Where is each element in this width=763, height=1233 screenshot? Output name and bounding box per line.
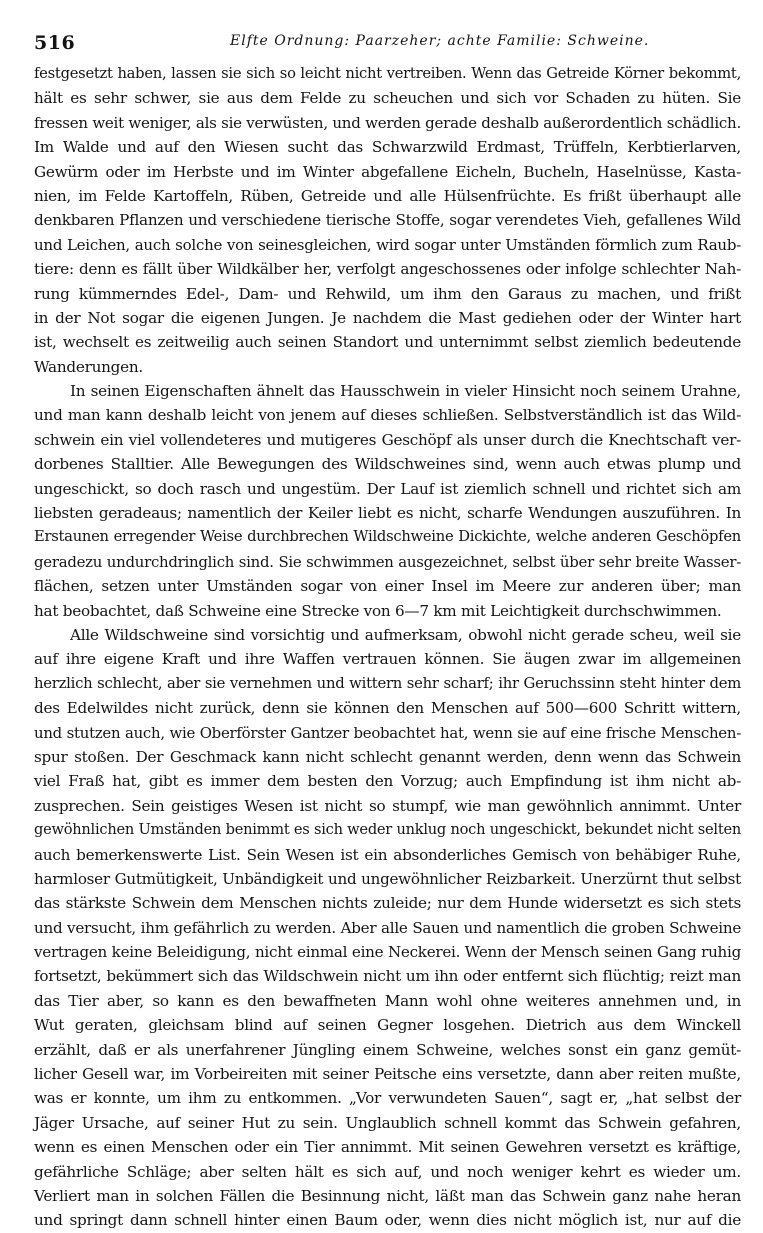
text-line: denkbaren Pflanzen und verschiedene tierische Stoffe, sogar verendetes Vieh, gefallenes Wild — [34, 211, 741, 230]
text-line: herzlich schlecht, aber sie vernehmen und wittern sehr scharf; ihr Geruchssinn steht hinter dem — [34, 674, 741, 692]
text-line: des Edelwildes nicht zurück, denn sie können den Menschen auf 500—600 Schritt wittern, — [34, 699, 741, 718]
text-line: in der Not sogar die eigenen Jungen. Je nachdem die Mast gediehen oder der Winter hart — [34, 308, 741, 327]
text-line: flächen, setzen unter Umständen sogar von einer Insel im Meere zur anderen über; man — [34, 577, 741, 596]
text-line: und springt dann schnell hinter einen Baum oder, wenn dies nicht möglich ist, nur auf die — [34, 1211, 741, 1230]
text-line: zusprechen. Sein geistiges Wesen ist nicht so stumpf, wie man gewöhnlich annimmt. Unter — [34, 796, 741, 815]
text-line: dorbenes Stalltier. Alle Bewegungen des Wildschweines sind, wenn auch etwas plump und — [34, 455, 741, 474]
text-line: erzählt, daß er als unerfahrener Jüngling einem Schweine, welches sonst ein ganz gemüt- — [34, 1040, 741, 1059]
text-line: wenn es einen Menschen oder ein Tier annimmt. Mit seinen Gewehren versetzt es kräftige, — [34, 1138, 741, 1157]
text-line: In seinen Eigenschaften ähnelt das Hausschwein in vieler Hinsicht noch seinem Urahne, — [70, 382, 741, 401]
text-line: das stärkste Schwein dem Menschen nichts zuleide; nur dem Hunde widersetzt es sich stets — [34, 894, 741, 913]
text-line: auch bemerkenswerte List. Sein Wesen ist ein absonderliches Gemisch von behäbiger Ruhe, — [34, 845, 741, 864]
text-line: spur stoßen. Der Geschmack kann nicht schlecht genannt werden, denn wenn das Schwein — [34, 747, 741, 766]
text-line: ungeschickt, so doch rasch und ungestüm. Der Lauf ist ziemlich schnell und richtet sich am — [34, 479, 741, 498]
text-line: und stutzen auch, wie Oberförster Gantzer beobachtet hat, wenn sie auf eine frische Menschen- — [34, 723, 741, 742]
text-line: viel Fraß hat, gibt es immer dem besten den Vorzug; auch Empfindung ist ihm nicht ab- — [34, 772, 741, 791]
text-line: Erstaunen erregender Weise durchbrechen Wildschweine Dickichte, welche anderen Geschöpfen — [34, 528, 741, 546]
text-line: fortsetzt, bekümmert sich das Wildschwein nicht um ihn oder entfernt sich flüchtig; reizt man — [34, 967, 741, 986]
paragraph — [34, 623, 741, 1233]
text-line: geradezu undurchdringlich sind. Sie schwimmen ausgezeichnet, selbst über sehr breite Wasser- — [34, 552, 741, 571]
text-line: hält es sehr schwer, sie aus dem Felde zu scheuchen und sich vor Schaden zu hüten. Sie — [34, 89, 741, 108]
page-number: 516 — [34, 32, 76, 54]
text-line: Wut geraten, gleichsam blind auf seinen Gegner losgehen. Dietrich aus dem Winckell — [34, 1016, 741, 1035]
text-line: Jäger Ursache, auf seiner Hut zu sein. Unglaublich schnell kommt das Schwein gefahren, — [34, 1113, 741, 1132]
text-line: Gewürm oder im Herbste und im Winter abgefallene Eicheln, Bucheln, Haselnüsse, Kasta- — [34, 162, 741, 181]
text-line: das Tier aber, so kann es den bewaffneten Mann wohl ohne weiteres annehmen und, in — [34, 991, 741, 1010]
text-line: und man kann deshalb leicht von jenem auf dieses schließen. Selbstverständlich ist das Wild- — [34, 406, 741, 425]
text-line: rung kümmerndes Edel-, Dam- und Rehwild, um ihm den Garaus zu machen, und frißt — [34, 284, 741, 303]
running-title: Elfte Ordnung: Paarzeher; achte Familie: Schweine. — [230, 33, 650, 49]
book-page — [34, 26, 741, 1230]
text-line: licher Gesell war, im Vorbeireiten mit seiner Peitsche eins versetzte, dann aber reiten mußte, — [34, 1065, 741, 1084]
running-header — [34, 26, 741, 54]
text-line: liebsten geradeaus; namentlich der Keiler liebt es nicht, scharfe Wendungen auszuführen. In — [34, 504, 741, 523]
paragraph — [34, 62, 741, 379]
text-line: nien, im Felde Kartoffeln, Rüben, Getreide und alle Hülsenfrüchte. Es frißt überhaupt alle — [34, 186, 741, 205]
text-line: Im Walde und auf den Wiesen sucht das Schwarzwild Erdmast, Trüffeln, Kerbtierlarven, — [34, 138, 741, 157]
text-line: und Leichen, auch solche von seinesgleichen, wird sogar unter Umständen förmlich zum Raub- — [34, 235, 741, 254]
body-text — [34, 62, 741, 1233]
text-line: festgesetzt haben, lassen sie sich so leicht nicht vertreiben. Wenn das Getreide Körner bekommt, — [34, 65, 741, 82]
text-line: Verliert man in solchen Fällen die Besinnung nicht, läßt man das Schwein ganz nahe heran — [34, 1186, 741, 1205]
text-line: tiere: denn es fällt über Wildkälber her, verfolgt angeschossenes oder infolge schlechter Nah- — [34, 260, 741, 279]
text-line: harmloser Gutmütigkeit, Unbändigkeit und ungewöhnlicher Reizbarkeit. Unerzürnt thut selbst — [34, 869, 741, 888]
text-line: was er konnte, um ihm zu entkommen. „Vor verwundeten Sauen“, sagt er, „hat selbst der — [34, 1089, 741, 1108]
text-line: gefährliche Schläge; aber selten hält es sich auf, und noch weniger kehrt es wieder um. — [34, 1162, 741, 1181]
text-line: auf ihre eigene Kraft und ihre Waffen vertrauen können. Sie äugen zwar im allgemeinen — [34, 650, 741, 669]
text-line: hat beobachtet, daß Schweine eine Strecke von 6—7 km mit Leichtigkeit durchschwimmen. — [34, 601, 722, 620]
text-line: vertragen keine Beleidigung, nicht einmal eine Neckerei. Wenn der Mensch seinen Gang ruhig — [34, 943, 741, 962]
text-line: und versucht, ihm gefährlich zu werden. Aber alle Sauen und namentlich die groben Schweine — [34, 918, 741, 937]
text-line: gewöhnlichen Umständen benimmt es sich weder unklug noch ungeschickt, bekundet nicht selten — [34, 821, 741, 839]
text-line: Alle Wildschweine sind vorsichtig und aufmerksam, obwohl nicht gerade scheu, weil sie — [70, 625, 741, 644]
text-line: ist, wechselt es zeitweilig auch seinen Standort und unternimmt selbst ziemlich bedeutende — [34, 333, 741, 352]
text-line: schwein ein viel vollendeteres und mutigeres Geschöpf als unser durch die Knechtschaft ver- — [34, 430, 741, 449]
paragraph — [34, 379, 741, 623]
text-line: Wanderungen. — [34, 357, 143, 376]
text-line: fressen weit weniger, als sie verwüsten, und werden gerade deshalb außerordentlich schädlich. — [34, 113, 741, 132]
